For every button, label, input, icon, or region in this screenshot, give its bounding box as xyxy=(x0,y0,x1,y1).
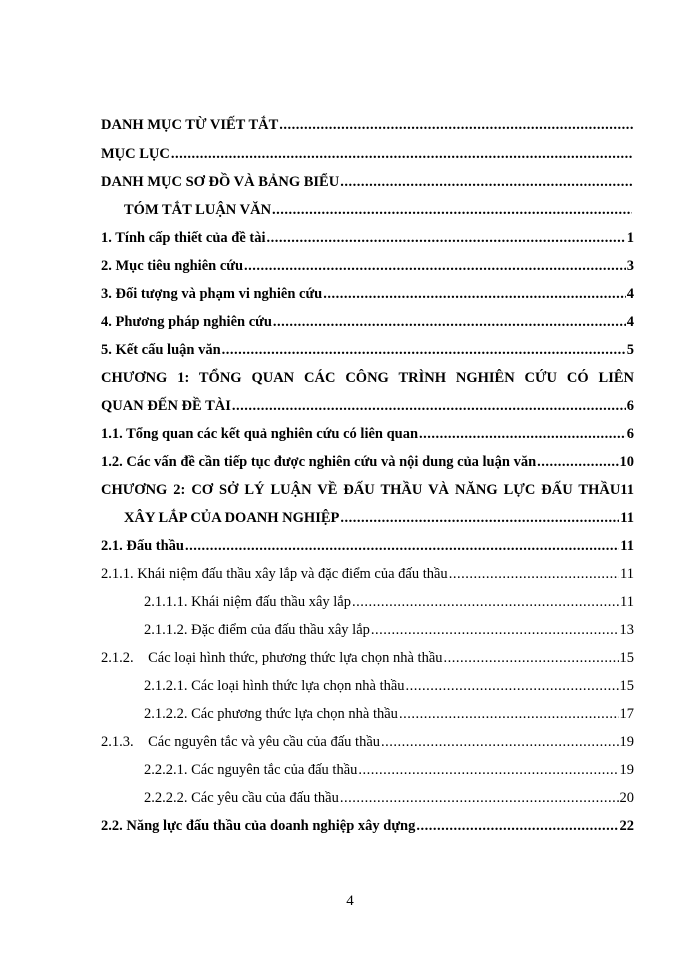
toc-entry-title: 2.1.2.1. Các loại hình thức lựa chọn nhà thầu xyxy=(144,678,405,694)
toc-entry-title: 1. Tính cấp thiết của đề tài xyxy=(101,230,266,246)
toc-entry-title: 1.1. Tổng quan các kết quả nghiên cứu có liên quan xyxy=(101,426,419,442)
toc-page-number: 20 xyxy=(619,790,634,806)
toc-page-number: 19 xyxy=(619,762,634,778)
toc-entry-title: 2.1.2. Các loại hình thức, phương thức lựa chọn nhà thầu xyxy=(101,650,443,666)
toc-entry xyxy=(144,621,634,639)
toc-page-number: 11 xyxy=(620,538,634,554)
toc-leader-dots xyxy=(340,789,619,807)
toc-entry-title: 2.1.1.2. Đặc điểm của đấu thầu xây lắp xyxy=(144,622,370,638)
toc-entry-title: 2.1.2.2. Các phương thức lựa chọn nhà thầu xyxy=(144,706,398,722)
toc-page-number: 11 xyxy=(620,594,634,610)
toc-entry-title: 2.2.2.2. Các yêu cầu của đấu thầu xyxy=(144,790,339,806)
toc-entry xyxy=(144,761,634,779)
toc-page-number: 4 xyxy=(626,286,634,302)
toc-leader-dots xyxy=(416,817,618,835)
toc-entry xyxy=(144,593,634,611)
toc-page-number: 15 xyxy=(619,678,634,694)
toc-leader-dots xyxy=(352,593,619,611)
toc-leader-dots xyxy=(222,341,626,359)
toc-entry-title: XÂY LẮP CỦA DOANH NGHIỆP xyxy=(124,510,340,526)
toc-page-number: 5 xyxy=(626,342,634,358)
toc-entry xyxy=(144,677,634,695)
toc-leader-dots xyxy=(371,621,619,639)
toc-leader-dots xyxy=(171,145,633,163)
toc-leader-dots xyxy=(419,425,626,443)
toc-entry xyxy=(101,649,634,667)
toc-entry xyxy=(101,817,634,835)
toc-entry-title: 2.1.3. Các nguyên tắc và yêu cầu của đấu thầu xyxy=(101,734,381,750)
toc-entry xyxy=(101,425,634,443)
toc-entry xyxy=(101,341,634,359)
toc-entry xyxy=(124,201,633,219)
toc-leader-dots xyxy=(399,705,619,723)
toc-leader-dots xyxy=(232,397,626,415)
toc-entry xyxy=(101,116,634,134)
toc-entry xyxy=(101,229,634,247)
toc-leader-dots xyxy=(266,229,625,247)
toc-page-number: 11 xyxy=(620,566,634,582)
toc-entry-title: 2.1. Đấu thầu xyxy=(101,538,184,554)
toc-page-number: 6 xyxy=(626,426,634,442)
toc-page-number: 19 xyxy=(619,734,634,750)
toc-entry-title: 2. Mục tiêu nghiên cứu xyxy=(101,258,244,274)
toc-page-number: 15 xyxy=(619,650,634,666)
toc-page-number: 6 xyxy=(626,398,634,414)
toc-entry-title: 5. Kết cấu luận văn xyxy=(101,342,221,358)
toc-entry xyxy=(124,509,634,527)
chapter-heading: CHƯƠNG 1: TỔNG QUAN CÁC CÔNG TRÌNH NGHIÊN CỨU CÓ LIÊN xyxy=(101,370,634,386)
toc-entry xyxy=(101,565,634,583)
toc-entry xyxy=(101,733,634,751)
toc-entry xyxy=(101,453,634,471)
toc-leader-dots xyxy=(537,453,618,471)
toc-leader-dots xyxy=(323,285,626,303)
toc-entry xyxy=(144,789,634,807)
toc-entry xyxy=(101,397,634,415)
page-number: 4 xyxy=(346,893,354,909)
toc-leader-dots xyxy=(406,677,619,695)
toc-leader-dots xyxy=(279,116,633,134)
toc-entry-title: DANH MỤC SƠ ĐỒ VÀ BẢNG BIỂU xyxy=(101,174,340,190)
toc-entry-title: 4. Phương pháp nghiên cứu xyxy=(101,314,272,330)
toc-entry-title: TÓM TẮT LUẬN VĂN xyxy=(124,202,272,218)
toc-page-number: 22 xyxy=(619,818,634,834)
toc-entry xyxy=(101,313,634,331)
toc-page-number: 1 xyxy=(626,230,634,246)
toc-page-number: 17 xyxy=(619,706,634,722)
toc-entry xyxy=(101,537,634,555)
toc-entry xyxy=(101,145,634,163)
toc-entry-title: MỤC LỤC xyxy=(101,146,170,162)
toc-entry-title: 2.1.1. Khái niệm đấu thầu xây lắp và đặc điểm của đấu thầu xyxy=(101,566,448,582)
toc-entry xyxy=(144,705,634,723)
toc-entry-title: QUAN ĐẾN ĐỀ TÀI xyxy=(101,398,231,414)
toc-leader-dots xyxy=(381,733,618,751)
toc-leader-dots xyxy=(340,173,633,191)
toc-leader-dots xyxy=(185,537,619,555)
toc-page-number: 11 xyxy=(620,510,634,526)
toc-leader-dots xyxy=(444,649,619,667)
toc-leader-dots xyxy=(273,313,626,331)
toc-leader-dots xyxy=(358,761,618,779)
toc-page-number: 13 xyxy=(619,622,634,638)
toc-leader-dots xyxy=(340,509,619,527)
toc-entry xyxy=(101,257,634,275)
toc-page-number: 10 xyxy=(619,454,634,470)
toc-entry xyxy=(101,285,634,303)
toc-entry-title: 1.2. Các vấn đề cần tiếp tục được nghiên cứu và nội dung của luận văn xyxy=(101,454,537,470)
toc-entry-title: 2.1.1.1. Khái niệm đấu thầu xây lắp xyxy=(144,594,351,610)
toc-page-number: 3 xyxy=(626,258,634,274)
toc-leader-dots xyxy=(272,201,632,219)
toc-leader-dots xyxy=(449,565,619,583)
toc-page-number: 4 xyxy=(626,314,634,330)
chapter-heading: CHƯƠNG 2: CƠ SỞ LÝ LUẬN VỀ ĐẤU THẦU VÀ NĂNG LỰC ĐẤU THẦU11 xyxy=(101,482,634,498)
toc-entry-title: DANH MỤC TỪ VIẾT TẮT xyxy=(101,117,279,133)
toc-leader-dots xyxy=(244,257,626,275)
toc-entry xyxy=(101,173,634,191)
toc-entry-title: 3. Đối tượng và phạm vi nghiên cứu xyxy=(101,286,323,302)
toc-entry-title: 2.2. Năng lực đấu thầu của doanh nghiệp xây dựng xyxy=(101,818,416,834)
toc-entry-title: 2.2.2.1. Các nguyên tắc của đấu thầu xyxy=(144,762,358,778)
